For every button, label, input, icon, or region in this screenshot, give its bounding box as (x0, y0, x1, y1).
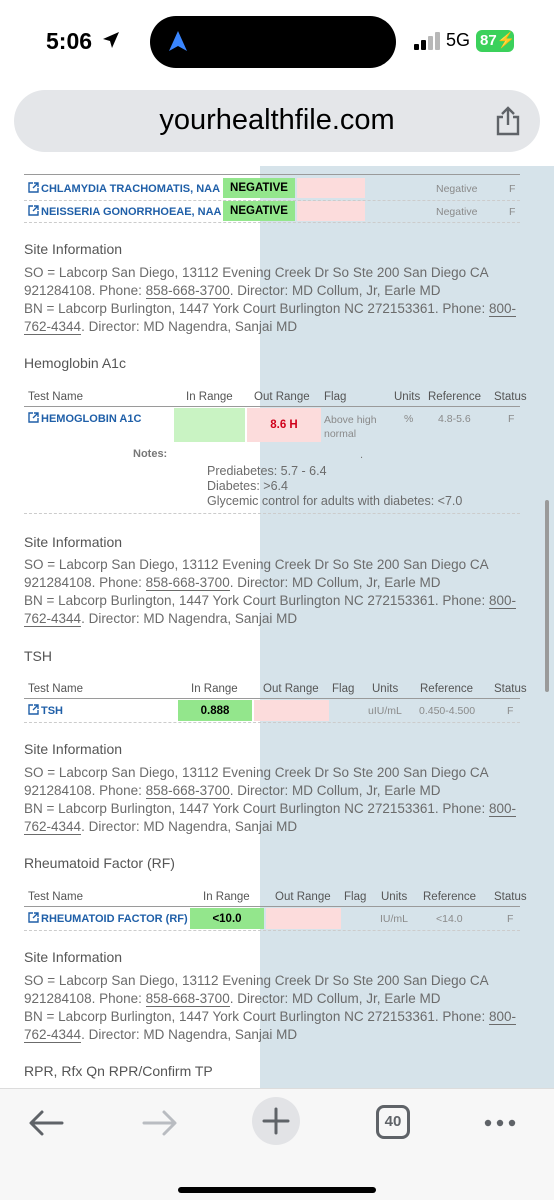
scrollbar[interactable] (545, 500, 549, 692)
col-flag: Flag (324, 391, 347, 403)
out-range-cell (297, 201, 365, 221)
battery-level: 87 (480, 32, 497, 49)
site-info-so: SO = Labcorp San Diego, 13112 Evening Creek Dr So Ste 200 San Diego CA (24, 265, 489, 280)
row-divider (24, 930, 520, 931)
plus-icon (252, 1097, 300, 1145)
share-icon[interactable] (494, 106, 522, 136)
row-divider (24, 722, 520, 723)
out-range-cell: 8.6 H (247, 408, 321, 442)
bn-phone-link[interactable]: 800- (488, 301, 516, 316)
in-range-cell (174, 408, 245, 442)
site-info-text (24, 264, 524, 336)
col-units: Units (381, 891, 408, 903)
rf-section-title: Rheumatoid Factor (RF) (24, 855, 175, 871)
page-content[interactable] (0, 158, 554, 1088)
col-out-range: Out Range (254, 391, 310, 403)
col-in-range: In Range (191, 683, 238, 695)
notes-label: Notes: (133, 448, 168, 460)
header-underline (24, 698, 520, 699)
reference-cell: Negative (436, 183, 478, 195)
so-phone-link[interactable]: 858-668-3700 (145, 575, 230, 590)
so-phone-link[interactable]: 858-668-3700 (145, 991, 230, 1006)
url-text[interactable]: yourhealthfile.com (159, 104, 395, 136)
col-units: Units (394, 391, 421, 403)
header-underline (24, 406, 520, 407)
col-out-range: Out Range (263, 683, 319, 695)
status-cell: F (509, 183, 516, 195)
table-header-underline (24, 174, 520, 175)
units-cell: IU/mL (380, 913, 409, 925)
in-range-cell: NEGATIVE (223, 178, 295, 198)
col-test-name: Test Name (28, 891, 83, 903)
site-info-bn: BN = Labcorp Burlington, 1447 York Court Burlington NC 272153361. Phone: 800- (24, 301, 516, 316)
col-test-name: Test Name (28, 391, 83, 403)
test-name: HEMOGLOBIN A1C (41, 413, 142, 425)
location-arrow-icon (102, 31, 120, 49)
table-row-chlamydia-link[interactable] (28, 182, 220, 195)
bn-phone-link[interactable]: 800- (488, 1009, 516, 1024)
table-row-gonorrhoeae-link[interactable] (28, 205, 222, 218)
col-status: Status (494, 891, 527, 903)
tsh-test-link[interactable] (28, 704, 63, 717)
site-info-heading: Site Information (24, 741, 123, 757)
navigation-icon (168, 30, 188, 52)
out-range-cell (266, 908, 341, 929)
tsh-section-title: TSH (24, 648, 52, 664)
browser-toolbar (0, 1088, 554, 1200)
test-name: CHLAMYDIA TRACHOMATIS, NAA (41, 183, 221, 195)
col-status: Status (494, 391, 527, 403)
reference-cell: 0.450-4.500 (419, 705, 476, 717)
site-info-bn-line2: 762-4344. Director: MD Nagendra, Sanjai MD (24, 319, 298, 334)
a1c-section-title: Hemoglobin A1c (24, 355, 126, 371)
status-cell: F (508, 413, 515, 425)
rpr-section-title: RPR, Rfx Qn RPR/Confirm TP (24, 1063, 213, 1079)
signal-icon (414, 32, 442, 50)
rf-test-link[interactable] (28, 912, 188, 925)
so-phone-link[interactable]: 858-668-3700 (145, 283, 230, 298)
header-underline (24, 906, 520, 907)
status-cell: F (507, 913, 514, 925)
col-out-range: Out Range (275, 891, 331, 903)
col-reference: Reference (420, 683, 474, 695)
units-cell: uIU/mL (368, 705, 402, 717)
row-divider (24, 513, 520, 514)
site-info-heading: Site Information (24, 949, 123, 965)
external-link-icon (28, 704, 39, 715)
col-flag: Flag (332, 683, 355, 695)
test-name: RHEUMATOID FACTOR (RF) (41, 913, 188, 925)
forward-arrow-icon[interactable] (136, 1103, 184, 1143)
a1c-test-link[interactable] (28, 412, 141, 425)
reference-cell: <14.0 (436, 913, 463, 925)
bn-phone-link[interactable]: 800- (488, 801, 516, 816)
back-arrow-icon[interactable] (22, 1103, 70, 1143)
row-divider (24, 222, 520, 223)
reference-cell: Negative (436, 206, 478, 218)
col-reference: Reference (428, 391, 482, 403)
home-indicator (178, 1187, 376, 1193)
site-info-text: SO = Labcorp San Diego, 13112 Evening Creek Dr So Ste 200 San Diego CA 921284108. Phone: 858-668-3700. Director: MD Collum, Jr, Earle MD BN = Labcorp Burlington, 1447 York Court Burlington NC 272153361. Phone: 800- 762-4344. Director: MD Nagendra, Sanjai MD (24, 765, 516, 834)
col-reference: Reference (423, 891, 477, 903)
more-options-icon[interactable] (476, 1103, 524, 1143)
in-range-cell: <10.0 (190, 908, 264, 929)
bn-phone-link[interactable]: 800- (488, 593, 516, 608)
address-bar[interactable] (14, 90, 540, 152)
battery-icon: 87⚡ (476, 30, 514, 52)
status-cell: F (507, 705, 514, 717)
col-in-range: In Range (186, 391, 233, 403)
test-name: NEISSERIA GONORRHOEAE, NAA (41, 206, 222, 218)
clock: 5:06 (46, 28, 93, 54)
test-name: TSH (41, 705, 63, 717)
tab-switcher-button[interactable]: 40 (376, 1105, 410, 1139)
notes-dot: . (360, 449, 364, 461)
col-status: Status (494, 683, 527, 695)
external-link-icon (28, 205, 39, 216)
external-link-icon (28, 912, 39, 923)
out-range-cell (297, 178, 365, 198)
site-info-text: SO = Labcorp San Diego, 13112 Evening Creek Dr So Ste 200 San Diego CA 921284108. Phone: 858-668-3700. Director: MD Collum, Jr, Earle MD BN = Labcorp Burlington, 1447 York Court Burlington NC 272153361. Phone: 800- 762-4344. Director: MD Nagendra, Sanjai MD (24, 973, 516, 1042)
in-range-cell: NEGATIVE (223, 201, 295, 221)
so-phone-link[interactable]: 858-668-3700 (145, 783, 230, 798)
col-test-name: Test Name (28, 683, 83, 695)
notes-text: Prediabetes: 5.7 - 6.4 Diabetes: >6.4 Glycemic control for adults with diabetes: <7.0 (207, 464, 463, 508)
site-info-text: SO = Labcorp San Diego, 13112 Evening Creek Dr So Ste 200 San Diego CA 921284108. Phone: 858-668-3700. Director: MD Collum, Jr, Earle MD BN = Labcorp Burlington, 1447 York Court Burlington NC 272153361. Phone: 800- 762-4344. Director: MD Nagendra, Sanjai MD (24, 557, 516, 626)
col-units: Units (372, 683, 399, 695)
in-range-cell: 0.888 (178, 700, 252, 721)
new-tab-button[interactable] (252, 1097, 300, 1145)
units-cell: % (404, 413, 414, 425)
external-link-icon (28, 182, 39, 193)
status-cell: F (509, 206, 516, 218)
site-info-heading: Site Information (24, 534, 123, 550)
out-range-cell (254, 700, 329, 721)
external-link-icon (28, 412, 39, 423)
col-flag: Flag (344, 891, 367, 903)
site-info-so-phone-line: 921284108. Phone: 858-668-3700. Director: MD Collum, Jr, Earle MD (24, 283, 441, 298)
site-info-heading: Site Information (24, 241, 123, 257)
flag-cell: Above high normal (324, 414, 377, 440)
top-divider (0, 152, 554, 166)
network-type: 5G (446, 30, 471, 50)
reference-cell: 4.8-5.6 (438, 413, 471, 425)
status-bar (0, 0, 554, 84)
dynamic-island (150, 16, 396, 68)
col-in-range: In Range (203, 891, 250, 903)
